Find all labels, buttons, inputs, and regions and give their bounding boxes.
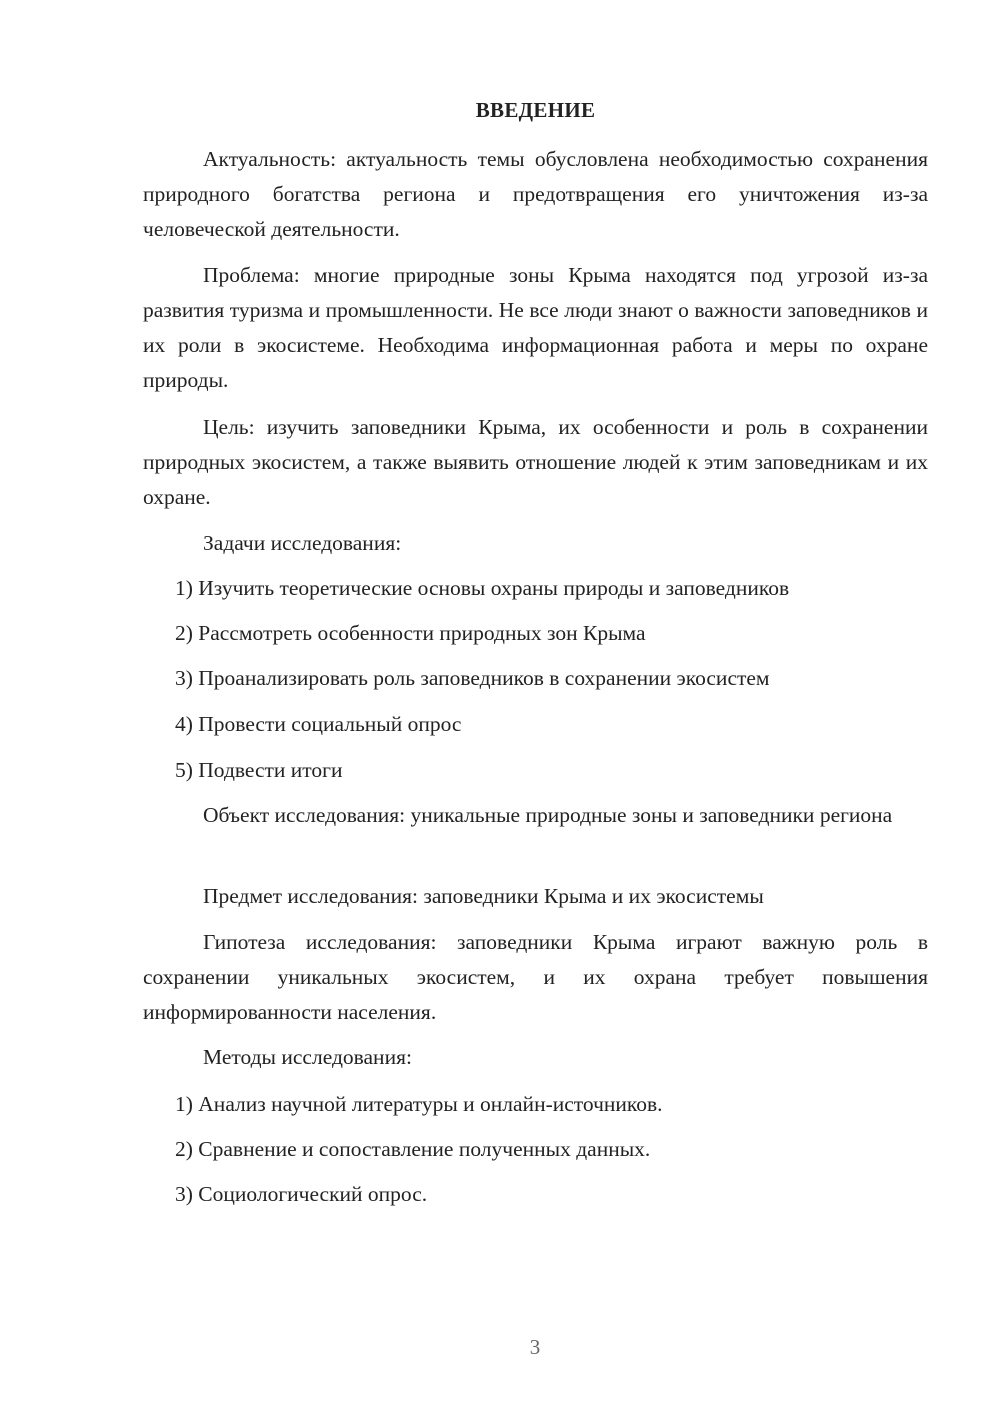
list-item: 2) Сравнение и сопоставление полученных данных. [175, 1137, 651, 1161]
list-item: 3) Социологический опрос. [175, 1182, 428, 1206]
subject-paragraph: Предмет исследования: заповедники Крыма и их экосистемы [203, 884, 764, 908]
relevance-paragraph: Актуальность: актуальность темы обусловлена необходимостью сохранения природного богатства региона и предотвращения его уничтожения из-за человеческой деятельности. [143, 147, 928, 241]
methods-heading: Методы исследования: [203, 1045, 412, 1069]
goal-paragraph: Цель: изучить заповедники Крыма, их особенности и роль в сохранении природных экосистем, а также выявить отношение людей к этим заповедникам и их охране. [143, 415, 928, 509]
list-item: 2) Рассмотреть особенности природных зон Крыма [175, 621, 646, 645]
page-number: 3 [529, 1335, 541, 1359]
hypothesis-paragraph: Гипотеза исследования: заповедники Крыма играют важную роль в сохранении уникальных экосистем, и их охрана требует повышения информированности населения. [143, 930, 928, 1024]
list-item: 5) Подвести итоги [175, 758, 343, 782]
list-item: 3) Проанализировать роль заповедников в сохранении экосистем [175, 666, 770, 690]
object-paragraph: Объект исследования: уникальные природные зоны и заповедники региона [203, 803, 893, 827]
list-item: 4) Провести социальный опрос [175, 712, 462, 736]
problem-paragraph: Проблема: многие природные зоны Крыма находятся под угрозой из-за развития туризма и промышленности. Не все люди знают о важности заповедников и их роли в экосистеме. Необходима информационная работа и меры по охране природы. [143, 263, 928, 392]
list-item: 1) Изучить теоретические основы охраны природы и заповедников [175, 576, 790, 600]
list-item: 1) Анализ научной литературы и онлайн-источников. [175, 1092, 663, 1116]
page-title: ВВЕДЕНИЕ [475, 98, 596, 122]
tasks-heading: Задачи исследования: [203, 531, 402, 555]
